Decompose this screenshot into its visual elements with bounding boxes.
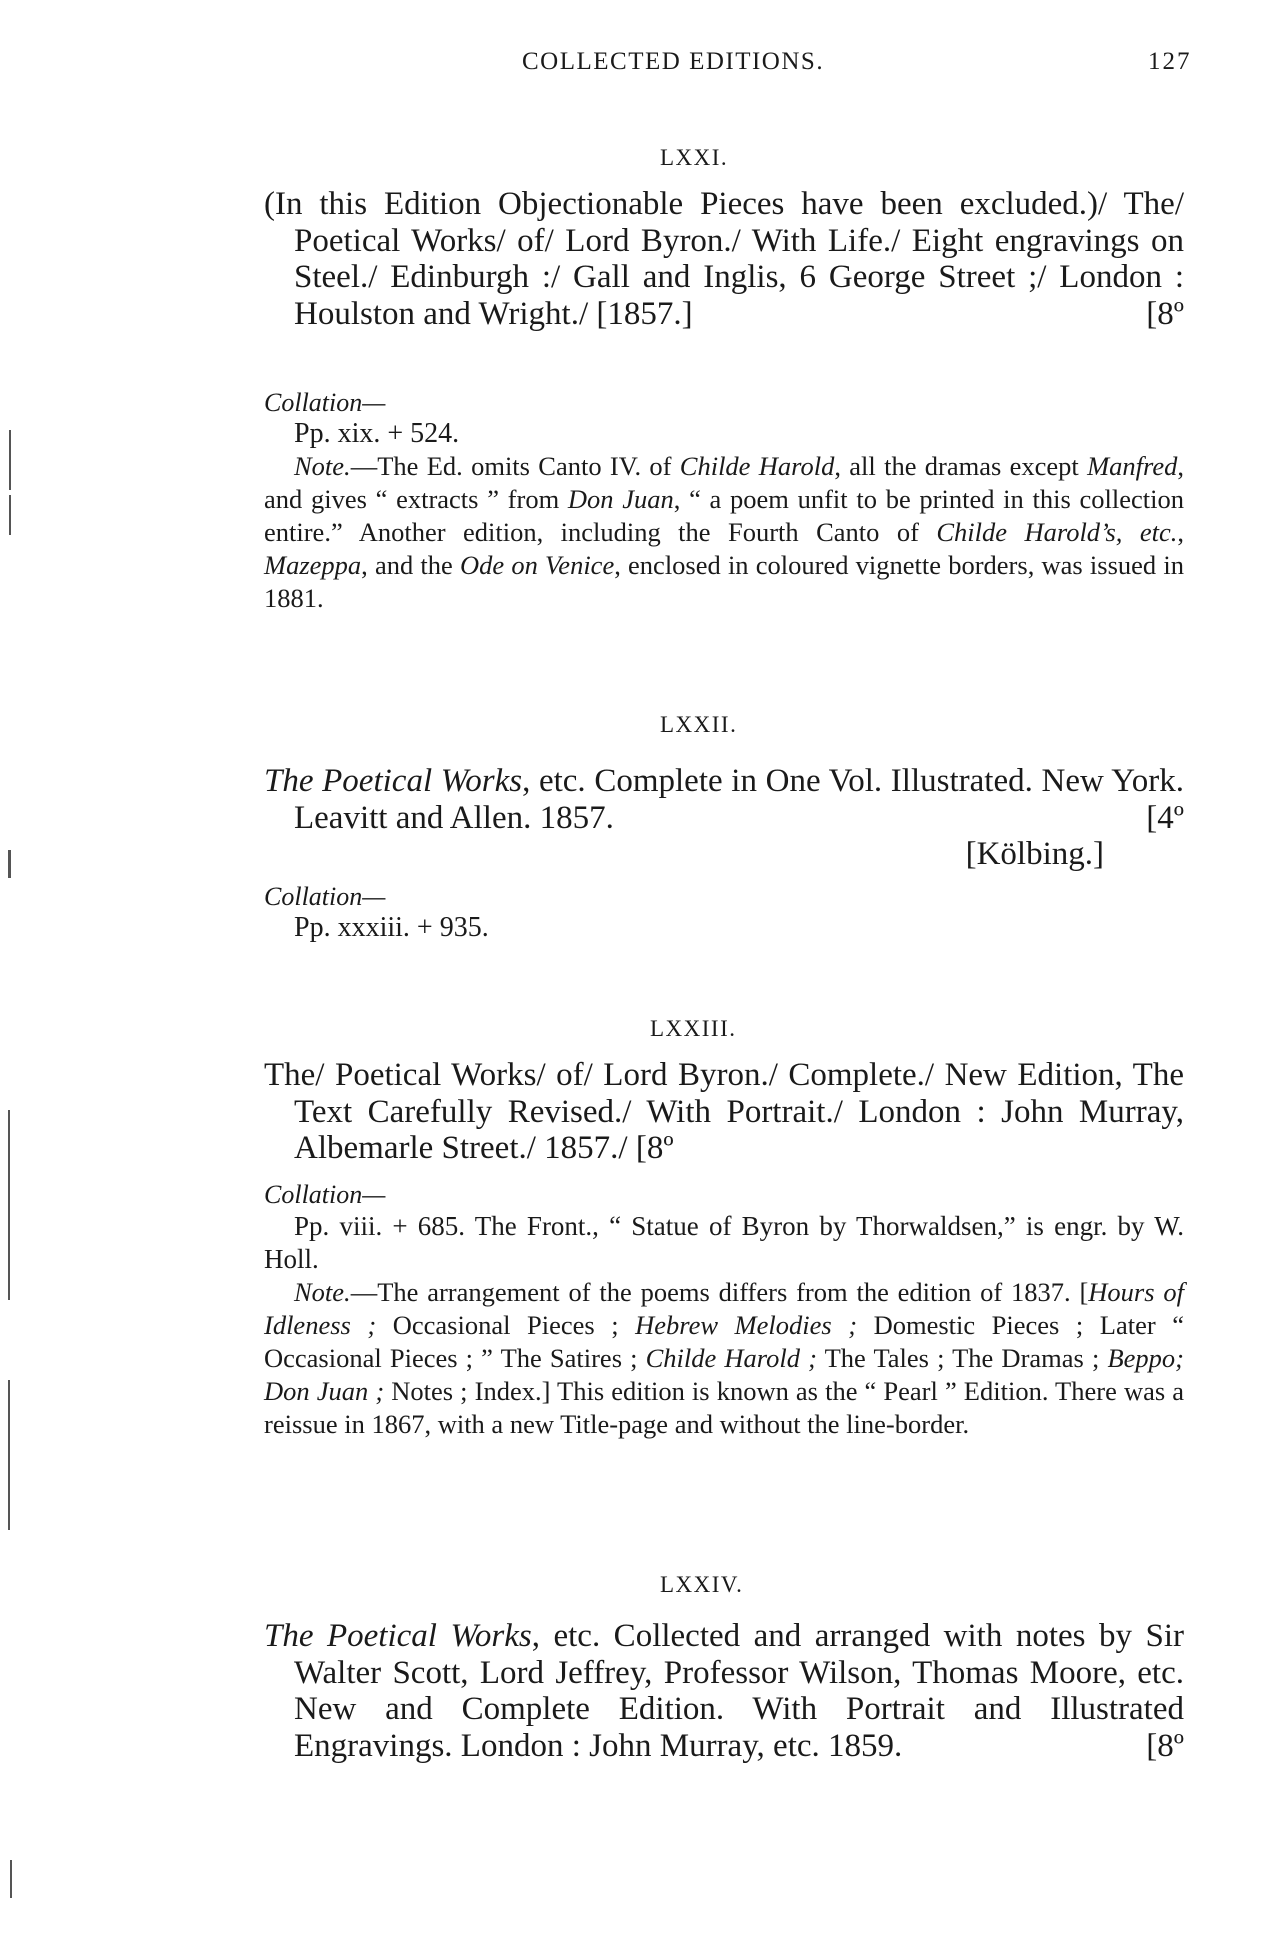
- entry-title: The Poetical Works, etc. Collected and arranged with notes by Sir Walter Scott, Lord Jeffrey, Professor Wilson, Thomas Moore, etc. New and Complete Edition. With Portrait and Illustrated Engravings. London : John Murray, etc. 1859. [8º: [264, 1618, 1184, 1764]
- running-head-title: COLLECTED EDITIONS.: [522, 48, 825, 75]
- format-mark: [8º: [1146, 295, 1184, 332]
- format-mark: [8º: [1146, 1727, 1184, 1764]
- scan-mark: [8, 1380, 10, 1530]
- scan-mark: [9, 495, 11, 535]
- collation-label: Collation—: [264, 882, 386, 911]
- scan-mark: [8, 1110, 10, 1300]
- collation-label: Collation—: [264, 388, 386, 417]
- entry-title: The/ Poetical Works/ of/ Lord Byron./ Complete./ New Edition, The Text Carefully Revised./ With Portrait./ London : John Murray, Albemarle Street./ 1857./ [8º: [264, 1057, 1184, 1166]
- collation-pages: Pp. xix. + 524.: [294, 418, 460, 449]
- format-mark: [8º: [635, 1130, 674, 1166]
- entry-number: LXXII.: [660, 712, 738, 737]
- collation-pages: Pp. xxxiii. + 935.: [294, 912, 489, 943]
- format-mark: [4º: [1146, 799, 1184, 836]
- entry-number: LXXI.: [660, 145, 729, 170]
- scan-mark: [8, 850, 11, 878]
- entry-number: LXXIV.: [660, 1572, 744, 1597]
- scan-mark: [9, 430, 11, 490]
- entry-note: Note.—The arrangement of the poems differs from the edition of 1837. [Hours of Idleness ; Occasional Pieces ; Hebrew Melodies ; Domestic Pieces ; Later “ Occasional Pieces ; ” The Satires ; Childe Harold ; The Tales ; The Dramas ; Beppo; Don Juan ; Notes ; Index.] This edition is known as the “ Pearl ” Edition. There was a reissue in 1867, with a new Title-page and without the line-border.: [264, 1277, 1185, 1439]
- entry-number: LXXIII.: [650, 1016, 737, 1041]
- page-number: 127: [1148, 48, 1192, 75]
- collation-pages: Pp. viii. + 685. The Front., “ Statue of Byron by Thorwaldsen,” is engr. by W. Holl.: [264, 1211, 1184, 1274]
- collation-label: Collation—: [264, 1180, 386, 1209]
- attribution: [Kölbing.]: [965, 836, 1104, 872]
- entry-note: Note.—The Ed. omits Canto IV. of Childe Harold, all the dramas except Manfred, and gives “ extracts ” from Don Juan, “ a poem unfit to be printed in this collection entire.” Another edition, including the Fourth Canto of Childe Harold’s, etc., Mazeppa, and the Ode on Venice, enclosed in coloured vignette borders, was issued in 1881.: [264, 451, 1184, 613]
- entry-title: The Poetical Works, etc. Complete in One Vol. Illustrated. New York. Leavitt and Allen. 1857. [4º: [264, 763, 1184, 836]
- scan-mark: [10, 1860, 12, 1898]
- entry-title: (In this Edition Objectionable Pieces have been excluded.)/ The/ Poetical Works/ of/ Lord Byron./ With Life./ Eight engravings on Steel./ Edinburgh :/ Gall and Inglis, 6 George Street ;/ London : Houlston and Wright./ [1857.] [8º: [264, 186, 1184, 332]
